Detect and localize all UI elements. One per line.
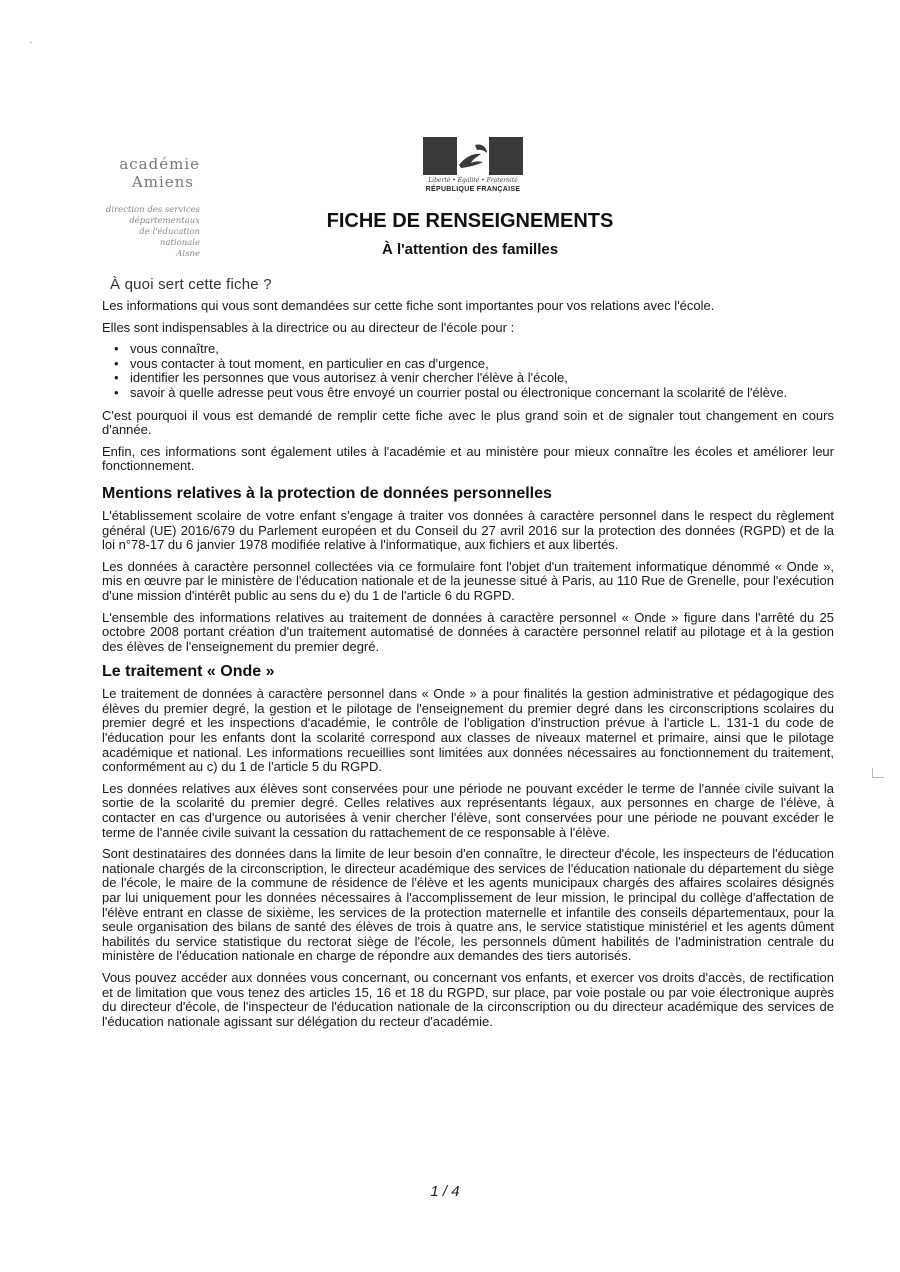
section-heading-purpose: À quoi sert cette fiche ?	[110, 276, 272, 293]
academie-direction-line: Aisne	[176, 249, 200, 259]
academie-direction-line: direction des services	[105, 205, 200, 215]
academie-direction	[100, 205, 200, 260]
paragraph: Les informations qui vous sont demandées sur cette fiche sont importantes pour vos relations avec l'école.	[102, 298, 715, 313]
paragraph: Sont destinataires des données dans la limite de leur besoin d'en connaître, le directeur d'école, les inspecteurs de l'éducation nationale chargés de la circonscription, le directeur académique des services de l'éducation nationale du département du siège de l'école, le maire de la commune de résidence de l'élève et les agents municipaux chargés des affaires scolaires désignés par lui uniquement pour les données nécessaires à l'accomplissement de leur mission, le principal du collège d'affectation de l'élève entrant en classe de sixième, les services de la protection maternelle et infantile des conseils départementaux, pour la seule organisation des bilans de santé des élèves de trois à quatre ans, le service statistique ministériel et les agents dûment habilités du service statistique du rectorat siège de l'école, les personnels dûment habilités de l'administration centrale du ministère de l'éducation nationale en charge de répondre aux demandes des tiers autorisés.	[102, 846, 834, 964]
academie-city: Amiens	[131, 173, 194, 191]
page-subtitle: À l'attention des familles	[381, 241, 559, 258]
list-item: • identifier les personnes que vous autorisez à venir chercher l'élève à l'école,	[130, 371, 834, 386]
page-title: FICHE DE RENSEIGNEMENTS	[326, 210, 614, 232]
list-item: • savoir à quelle adresse peut vous être envoyé un courrier postal ou électronique concernant la scolarité de l'élève.	[130, 386, 834, 401]
section-heading-data-protection: Mentions relatives à la protection de données personnelles	[102, 484, 552, 502]
paragraph: C'est pourquoi il vous est demandé de remplir cette fiche avec le plus grand soin et de signaler tout changement en cours d'année.	[102, 407, 834, 438]
marianne-logo-icon	[423, 137, 523, 175]
paragraph: Les données à caractère personnel collectées via ce formulaire font l'objet d'un traitement informatique dénommé « Onde », mis en œuvre par le ministère de l'éducation nationale et de la jeunesse situé à Paris, au 110 Rue de Grenelle, pour l'exécution d'une mission d'intérêt public au sens du e) du 1 de l'article 6 du RGPD.	[102, 558, 834, 603]
republique-logo	[421, 137, 525, 193]
paragraph: L'ensemble des informations relatives au traitement de données à caractère personnel « Onde » figure dans l'arrêté du 25 octobre 2008 portant création d'un traitement automatisé de données à caractère personnel relatif au pilotage et à la gestion des élèves de l'enseignement du premier degré.	[102, 609, 834, 654]
bullet-list	[102, 342, 834, 400]
page-number: 1 / 4	[430, 1183, 460, 1200]
paragraph: Les données relatives aux élèves sont conservées pour une période ne pouvant excéder le terme de l'année civile suivant la sortie de la scolarité du premier degré. Celles relatives aux représentants légaux, aux personnes en charge de l'élève, à contacter en cas d'urgence ou autorisées à venir chercher l'élève, sont conservées pour une période ne pouvant excéder le terme de l'année civile suivant la cessation du rattachement de ce responsable à l'élève.	[102, 780, 834, 840]
academie-name: académie	[119, 155, 200, 173]
academie-direction-line: départementaux	[129, 216, 200, 226]
academie-direction-line: de l'éducation nationale	[139, 227, 200, 248]
list-item: • vous contacter à tout moment, en particulier en cas d'urgence,	[130, 357, 834, 372]
academie-logo	[100, 155, 200, 260]
section-heading-onde: Le traitement « Onde »	[102, 663, 275, 681]
scan-mark	[872, 777, 884, 778]
logo-republic: RÉPUBLIQUE FRANÇAISE	[425, 186, 521, 193]
paragraph: L'établissement scolaire de votre enfant s'engage à traiter vos données à caractère personnel dans le respect du règlement général (UE) 2016/679 du Parlement européen et du Conseil du 27 avril 2016 sur la protection des données (RGPD) et de la loi n°78-17 du 6 janvier 1978 modifiée relative à l'informatique, aux fichiers et aux libertés.	[102, 507, 834, 553]
paragraph: Elles sont indispensables à la directrice ou au directeur de l'école pour :	[102, 319, 515, 335]
scan-mark	[30, 42, 32, 43]
paragraph: Enfin, ces informations sont également utiles à l'académie et au ministère pour mieux connaître les écoles et améliorer leur fonctionnement.	[102, 443, 834, 474]
list-item: • vous connaître,	[130, 342, 834, 357]
paragraph: Vous pouvez accéder aux données vous concernant, ou concernant vos enfants, et exercer vos droits d'accès, de rectification et de limitation que vous tenez des articles 15, 16 et 18 du RGPD, sur place, par voie postale ou par voie électronique auprès du directeur d'école, de l'inspecteur de l'éducation nationale de la circonscription ou du directeur académique des services de l'éducation nationale agissant sur délégation du recteur d'académie.	[102, 969, 834, 1029]
logo-motto: Liberté • Égalité • Fraternité	[428, 177, 518, 184]
document-body	[102, 276, 834, 1036]
paragraph: Le traitement de données à caractère personnel dans « Onde » a pour finalités la gestion administrative et pédagogique des élèves du premier degré, la gestion et le pilotage de l'enseignement du premier degré dans les circonscriptions scolaires du premier degré et les inspections d'académie, le contrôle de l'obligation d'instruction prévue à l'article L. 131-1 du code de l'éducation pour les enfants dont la scolarité correspond aux classes de niveaux maternel et primaire, ainsi que le pilotage académique et national. Les informations recueillies sont limitées aux données nécessaires au fonctionnement du traitement, conformément au c) du 1 de l'article 5 du RGPD.	[102, 686, 834, 775]
